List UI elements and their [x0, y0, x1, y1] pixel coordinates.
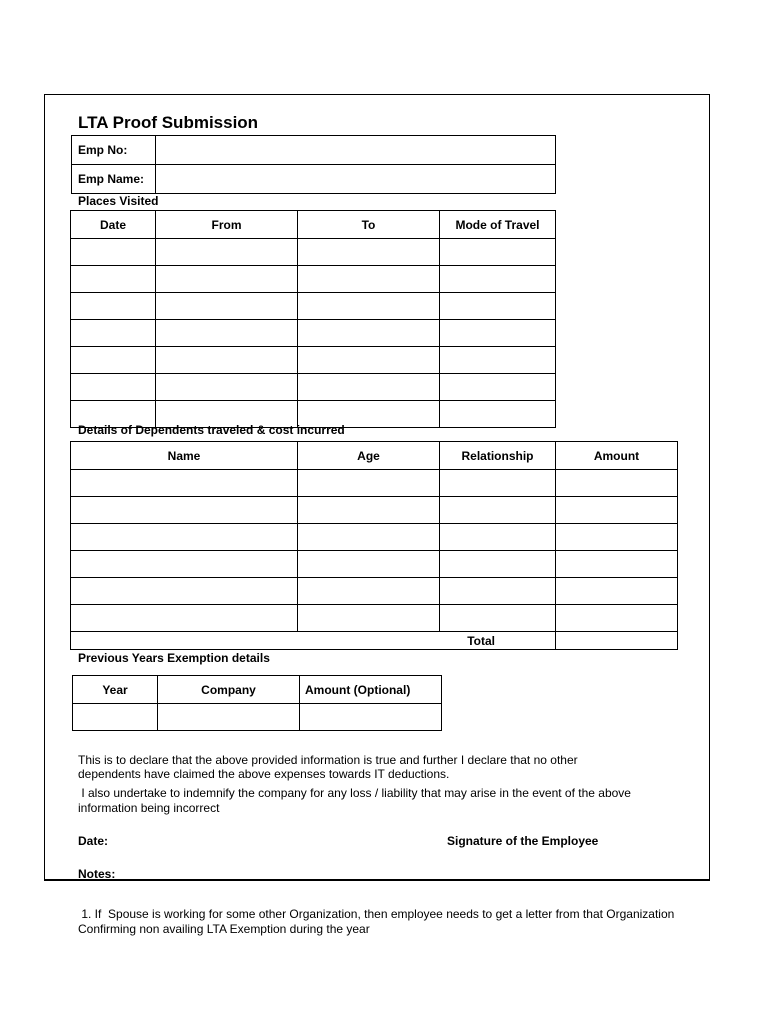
company-cell[interactable]: [158, 704, 300, 731]
relationship-cell[interactable]: [440, 605, 556, 632]
declaration-line-2: dependents have claimed the above expenses towards IT deductions.: [78, 767, 450, 781]
mode-cell[interactable]: [440, 347, 556, 374]
name-cell[interactable]: [71, 578, 298, 605]
date-cell[interactable]: [71, 320, 156, 347]
col-to: To: [298, 211, 440, 239]
col-mode-of-travel: Mode of Travel: [440, 211, 556, 239]
amount-cell[interactable]: [556, 470, 678, 497]
table-row: [71, 239, 556, 266]
name-cell[interactable]: [71, 551, 298, 578]
note-line-2: Confirming non availing LTA Exemption during the year: [78, 922, 370, 936]
name-cell[interactable]: [71, 470, 298, 497]
table-row: [71, 470, 678, 497]
from-cell[interactable]: [156, 374, 298, 401]
name-cell[interactable]: [71, 497, 298, 524]
to-cell[interactable]: [298, 374, 440, 401]
table-row: [71, 320, 556, 347]
col-from: From: [156, 211, 298, 239]
relationship-cell[interactable]: [440, 497, 556, 524]
name-cell[interactable]: [71, 524, 298, 551]
previous-table: [72, 675, 442, 731]
from-cell[interactable]: [156, 239, 298, 266]
emp-no-label: Emp No:: [72, 136, 156, 165]
col-age: Age: [298, 442, 440, 470]
from-cell[interactable]: [156, 347, 298, 374]
to-cell[interactable]: [298, 320, 440, 347]
declaration-line-4: information being incorrect: [78, 801, 220, 815]
table-row: [71, 524, 678, 551]
col-name: Name: [71, 442, 298, 470]
declaration-line-1: This is to declare that the above provided information is true and further I declare that no other: [78, 753, 578, 767]
to-cell[interactable]: [298, 347, 440, 374]
mode-cell[interactable]: [440, 293, 556, 320]
col-company: Company: [158, 676, 300, 704]
emp-name-label: Emp Name:: [72, 165, 156, 194]
form-title: LTA Proof Submission: [78, 113, 259, 132]
amount-cell[interactable]: [556, 497, 678, 524]
to-cell[interactable]: [298, 293, 440, 320]
note-line-1: 1. If Spouse is working for some other Organization, then employee needs to get a letter from that Organization: [78, 907, 675, 921]
mode-cell[interactable]: [440, 401, 556, 428]
dependents-table: [70, 441, 678, 650]
mode-cell[interactable]: [440, 320, 556, 347]
year-cell[interactable]: [73, 704, 158, 731]
age-cell[interactable]: [298, 470, 440, 497]
amount-cell[interactable]: [556, 524, 678, 551]
age-cell[interactable]: [298, 497, 440, 524]
table-row: [71, 497, 678, 524]
date-cell[interactable]: [71, 374, 156, 401]
dependents-heading: Details of Dependents traveled & cost incurred: [78, 423, 345, 437]
table-row: [71, 293, 556, 320]
table-row: [71, 578, 678, 605]
mode-cell[interactable]: [440, 266, 556, 293]
table-row: [71, 374, 556, 401]
table-row: [73, 704, 442, 731]
employee-info-table: [71, 135, 556, 194]
amount-cell[interactable]: [556, 605, 678, 632]
date-label: Date:: [78, 834, 109, 848]
table-row: [71, 605, 678, 632]
relationship-cell[interactable]: [440, 524, 556, 551]
mode-cell[interactable]: [440, 374, 556, 401]
table-row: [71, 266, 556, 293]
relationship-cell[interactable]: [440, 470, 556, 497]
col-amount-optional: Amount (Optional): [300, 676, 442, 704]
to-cell[interactable]: [298, 266, 440, 293]
places-heading: Places Visited: [78, 194, 159, 208]
emp-no-field[interactable]: [156, 136, 556, 165]
mode-cell[interactable]: [440, 239, 556, 266]
declaration-line-3: I also undertake to indemnify the company for any loss / liability that may arise in the event of the above: [78, 786, 631, 800]
previous-heading: Previous Years Exemption details: [78, 651, 270, 665]
age-cell[interactable]: [298, 524, 440, 551]
total-amount-cell[interactable]: [556, 632, 678, 650]
date-cell[interactable]: [71, 347, 156, 374]
amount-cell[interactable]: [556, 578, 678, 605]
col-date: Date: [71, 211, 156, 239]
emp-name-field[interactable]: [156, 165, 556, 194]
col-year: Year: [73, 676, 158, 704]
name-cell[interactable]: [71, 605, 298, 632]
notes-label: Notes:: [78, 867, 116, 881]
total-row: [71, 632, 678, 650]
table-row: [71, 551, 678, 578]
age-cell[interactable]: [298, 605, 440, 632]
date-cell[interactable]: [71, 239, 156, 266]
from-cell[interactable]: [156, 266, 298, 293]
age-cell[interactable]: [298, 551, 440, 578]
col-amount: Amount: [556, 442, 678, 470]
amount-cell[interactable]: [556, 551, 678, 578]
places-table: [70, 210, 556, 428]
date-cell[interactable]: [71, 293, 156, 320]
relationship-cell[interactable]: [440, 578, 556, 605]
amount-optional-cell[interactable]: [300, 704, 442, 731]
from-cell[interactable]: [156, 320, 298, 347]
to-cell[interactable]: [298, 239, 440, 266]
date-cell[interactable]: [71, 266, 156, 293]
col-relationship: Relationship: [440, 442, 556, 470]
age-cell[interactable]: [298, 578, 440, 605]
relationship-cell[interactable]: [440, 551, 556, 578]
signature-label: Signature of the Employee: [447, 834, 599, 848]
table-row: [71, 347, 556, 374]
from-cell[interactable]: [156, 293, 298, 320]
total-label: Total: [71, 632, 556, 650]
